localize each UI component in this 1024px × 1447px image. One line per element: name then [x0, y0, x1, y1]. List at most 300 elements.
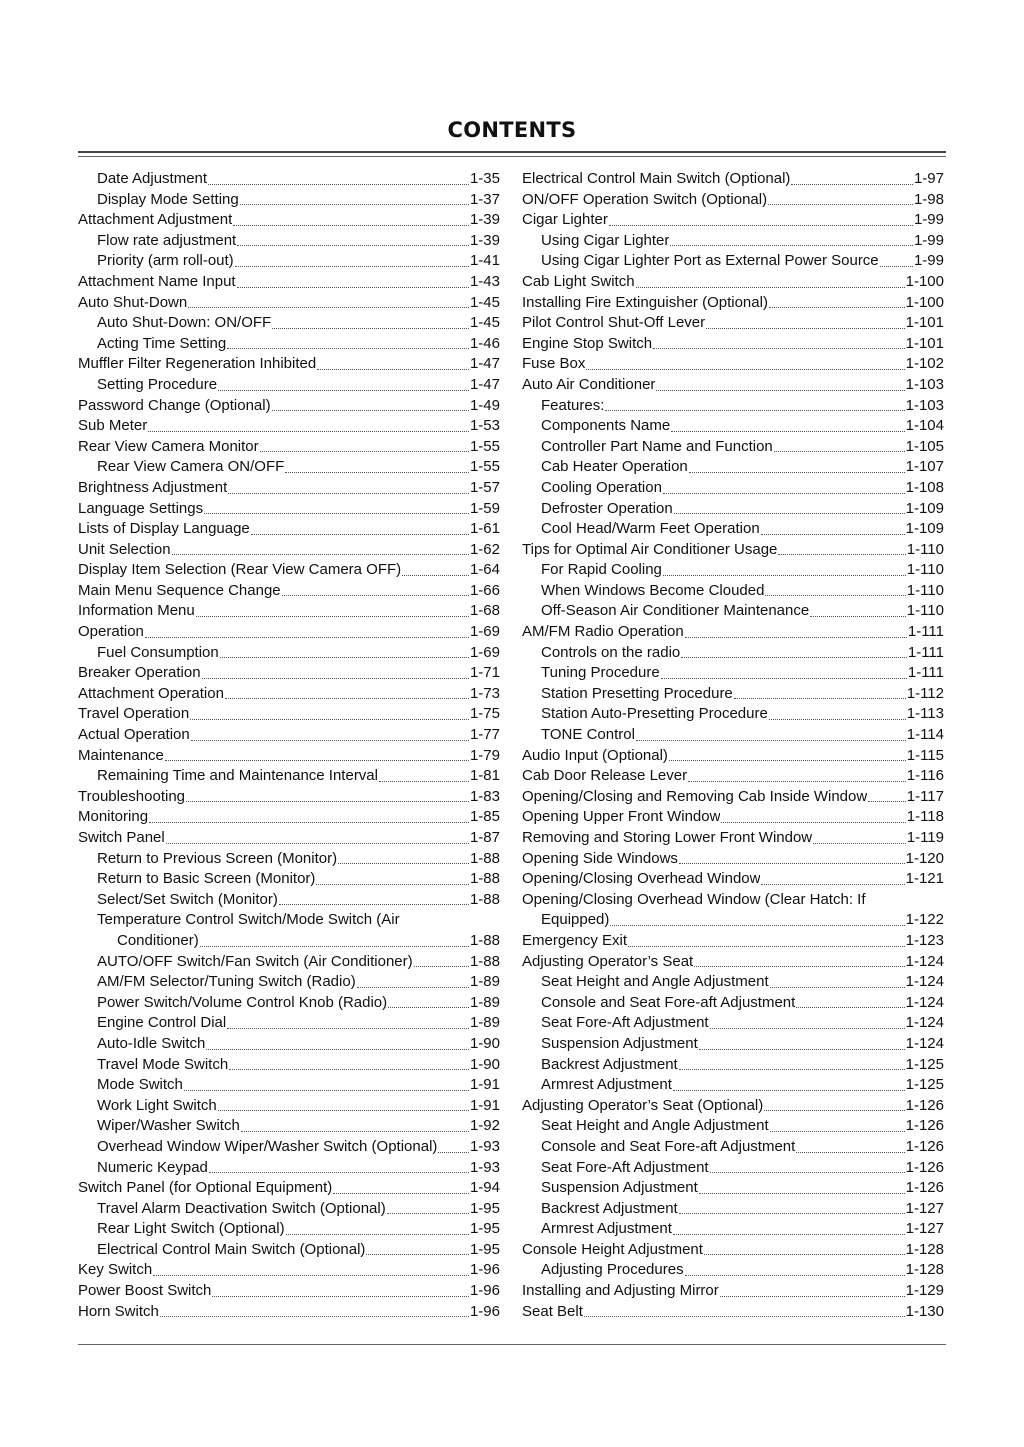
toc-page-number: 1-88 — [469, 870, 500, 888]
toc-page-number: 1-75 — [469, 705, 500, 723]
dot-leader — [685, 1275, 905, 1276]
toc-entry-title: Lists of Display Language — [78, 520, 250, 538]
toc-entry[interactable] — [522, 643, 944, 664]
toc-entry[interactable] — [78, 972, 500, 993]
toc-entry-title: Auto Air Conditioner — [522, 375, 656, 393]
toc-entry[interactable] — [522, 354, 944, 375]
toc-page-number: 1-83 — [469, 787, 500, 805]
dot-leader — [438, 1152, 469, 1153]
toc-entry[interactable] — [78, 375, 500, 396]
dot-leader — [768, 204, 913, 205]
toc-entry[interactable] — [522, 725, 944, 746]
toc-page-number: 1-99 — [913, 211, 944, 229]
toc-entry[interactable] — [78, 169, 500, 190]
toc-entry[interactable] — [522, 1158, 944, 1179]
dot-leader — [145, 637, 469, 638]
dot-leader — [796, 1152, 904, 1153]
toc-entry-title: Muffler Filter Regeneration Inhibited — [78, 355, 317, 373]
toc-entry[interactable] — [522, 1219, 944, 1240]
dot-leader — [769, 719, 906, 720]
toc-entry[interactable] — [522, 1137, 944, 1158]
dot-leader — [610, 925, 904, 926]
toc-entry[interactable] — [78, 499, 500, 520]
toc-entry[interactable] — [522, 231, 944, 252]
toc-entry-title: Acting Time Setting — [97, 334, 227, 352]
dot-leader — [584, 1316, 905, 1317]
dot-leader — [586, 369, 904, 370]
dot-leader — [237, 287, 469, 288]
toc-entry[interactable] — [522, 684, 944, 705]
toc-page-number: 1-88 — [469, 849, 500, 867]
toc-page-number: 1-125 — [905, 1055, 944, 1073]
toc-page-number: 1-88 — [469, 952, 500, 970]
dot-leader — [220, 657, 469, 658]
toc-entry-title: AM/FM Radio Operation — [522, 623, 684, 641]
toc-entry[interactable] — [522, 1281, 944, 1302]
toc-entry-title: For Rapid Cooling — [541, 561, 662, 579]
toc-entry-title: Controller Part Name and Function — [541, 437, 773, 455]
toc-entry-title[interactable]: Opening/Closing Overhead Window (Clear Hatch: If — [522, 890, 866, 908]
toc-entry[interactable] — [522, 251, 944, 272]
dot-leader — [338, 863, 469, 864]
toc-entry[interactable] — [522, 1075, 944, 1096]
toc-entry[interactable] — [522, 272, 944, 293]
toc-entry-title: Suspension Adjustment — [541, 1179, 698, 1197]
toc-entry[interactable] — [78, 1075, 500, 1096]
toc-entry-title: Actual Operation — [78, 726, 190, 744]
toc-entry[interactable] — [78, 1055, 500, 1076]
dot-leader — [796, 1007, 904, 1008]
toc-entry[interactable] — [78, 416, 500, 437]
toc-entry-title: Opening/Closing and Removing Cab Inside Window — [522, 787, 868, 805]
toc-entry-title: Select/Set Switch (Monitor) — [97, 890, 278, 908]
header-rule-thin — [78, 156, 946, 157]
toc-page-number: 1-96 — [469, 1261, 500, 1279]
toc-entry-title: Monitoring — [78, 808, 149, 826]
toc-entry[interactable] — [78, 1178, 500, 1199]
toc-entry[interactable] — [522, 581, 944, 602]
toc-page-number: 1-95 — [469, 1220, 500, 1238]
toc-page-number: 1-124 — [905, 1014, 944, 1032]
dot-leader — [699, 1049, 905, 1050]
dot-leader — [689, 472, 905, 473]
toc-entry-title: Priority (arm roll-out) — [97, 252, 234, 270]
dot-leader — [235, 266, 469, 267]
toc-page-number: 1-88 — [469, 931, 500, 949]
toc-entry-title: Adjusting Procedures — [541, 1261, 684, 1279]
toc-page-number: 1-95 — [469, 1240, 500, 1258]
toc-entry[interactable] — [522, 766, 944, 787]
toc-page-number: 1-49 — [469, 396, 500, 414]
toc-entry[interactable] — [78, 663, 500, 684]
toc-entry[interactable] — [522, 1034, 944, 1055]
toc-entry[interactable] — [522, 210, 944, 231]
toc-entry-title[interactable]: Temperature Control Switch/Mode Switch (Air — [97, 911, 400, 929]
toc-entry[interactable] — [78, 766, 500, 787]
toc-entry-title: Cab Light Switch — [522, 272, 635, 290]
toc-entry[interactable] — [522, 1240, 944, 1261]
toc-page-number: 1-87 — [469, 829, 500, 846]
toc-entry[interactable] — [522, 1096, 944, 1117]
toc-entry[interactable] — [522, 787, 944, 808]
toc-entry[interactable] — [522, 622, 944, 643]
toc-entry-title: Overhead Window Wiper/Washer Switch (Optional) — [97, 1137, 438, 1155]
toc-page-number: 1-69 — [469, 643, 500, 661]
toc-entry[interactable] — [522, 416, 944, 437]
toc-page-number: 1-124 — [905, 973, 944, 991]
toc-entry[interactable] — [78, 1158, 500, 1179]
toc-entry[interactable] — [522, 313, 944, 334]
dot-leader — [810, 616, 906, 617]
dot-leader — [673, 1234, 905, 1235]
toc-page-number: 1-126 — [905, 1158, 944, 1176]
toc-entry-title: Cab Door Release Lever — [522, 767, 688, 785]
toc-page-number: 1-66 — [469, 581, 500, 599]
dot-leader — [190, 719, 469, 720]
toc-entry-title: Audio Input (Optional) — [522, 746, 668, 764]
toc-page-number: 1-122 — [905, 911, 944, 929]
toc-entry-title: Operation — [78, 623, 144, 641]
toc-entry[interactable] — [522, 807, 944, 828]
dot-leader — [764, 1110, 904, 1111]
toc-entry-title: Auto Shut-Down — [78, 293, 188, 311]
dot-leader — [669, 760, 906, 761]
toc-page-number: 1-109 — [905, 520, 944, 538]
toc-page-number: 1-57 — [469, 478, 500, 496]
toc-entry[interactable] — [78, 1199, 500, 1220]
dot-leader — [663, 575, 906, 576]
toc-page-number: 1-110 — [906, 561, 944, 579]
toc-entry[interactable] — [78, 231, 500, 252]
toc-entry-title: Station Presetting Procedure — [541, 684, 733, 702]
dot-leader — [272, 328, 469, 329]
toc-page-number: 1-89 — [469, 973, 500, 991]
toc-page-number: 1-43 — [469, 272, 500, 290]
dot-leader — [366, 1254, 469, 1255]
toc-page-number: 1-110 — [906, 540, 944, 558]
dot-leader — [279, 904, 469, 905]
toc-entry[interactable] — [78, 1302, 500, 1323]
dot-leader — [240, 204, 469, 205]
toc-page-number: 1-68 — [469, 602, 500, 620]
toc-entry[interactable] — [522, 828, 944, 849]
toc-entry[interactable] — [522, 560, 944, 581]
toc-entry[interactable] — [78, 643, 500, 664]
toc-entry[interactable] — [522, 1260, 944, 1281]
toc-page-number: 1-123 — [905, 931, 944, 949]
toc-entry[interactable] — [78, 1034, 500, 1055]
toc-entry[interactable] — [522, 910, 944, 931]
toc-entry[interactable] — [78, 931, 500, 952]
toc-entry[interactable] — [78, 601, 500, 622]
toc-entry[interactable] — [522, 931, 944, 952]
toc-entry[interactable] — [78, 581, 500, 602]
page-title: CONTENTS — [447, 118, 577, 142]
toc-entry[interactable] — [78, 1096, 500, 1117]
toc-page-number: 1-114 — [906, 726, 944, 744]
toc-entry-title-continued: Equipped) — [541, 911, 610, 929]
toc-entry[interactable] — [522, 663, 944, 684]
toc-entry-title: Flow rate adjustment — [97, 231, 237, 249]
toc-entry-title: Adjusting Operator’s Seat (Optional) — [522, 1096, 764, 1114]
toc-page-number: 1-99 — [913, 252, 944, 270]
toc-page-number: 1-46 — [469, 334, 500, 352]
toc-entry-title: Display Mode Setting — [97, 190, 239, 208]
dot-leader — [720, 1296, 905, 1297]
toc-page-number: 1-117 — [906, 787, 944, 805]
toc-page-number: 1-59 — [469, 499, 500, 517]
dot-leader — [694, 966, 904, 967]
toc-entry[interactable] — [522, 1055, 944, 1076]
dot-leader — [880, 266, 913, 267]
toc-page-number: 1-61 — [469, 520, 500, 538]
toc-entry[interactable] — [78, 807, 500, 828]
dot-leader — [679, 863, 905, 864]
dot-leader — [165, 760, 469, 761]
toc-entry[interactable] — [78, 1240, 500, 1261]
dot-leader — [172, 554, 469, 555]
toc-entry[interactable] — [522, 437, 944, 458]
dot-leader — [212, 1296, 469, 1297]
toc-page-number: 1-111 — [907, 643, 944, 661]
toc-entry[interactable] — [522, 169, 944, 190]
toc-entry[interactable] — [78, 704, 500, 725]
dot-leader — [402, 575, 469, 576]
toc-page-number: 1-128 — [905, 1261, 944, 1279]
toc-entry[interactable] — [522, 601, 944, 622]
toc-entry[interactable] — [522, 396, 944, 417]
toc-entry-title: Attachment Name Input — [78, 272, 236, 290]
toc-page-number: 1-103 — [905, 375, 944, 393]
toc-entry[interactable] — [78, 272, 500, 293]
dot-leader — [206, 1049, 469, 1050]
toc-entry[interactable] — [522, 1199, 944, 1220]
toc-page-number: 1-99 — [913, 231, 944, 249]
toc-entry[interactable] — [78, 1281, 500, 1302]
dot-leader — [166, 843, 469, 844]
toc-entry[interactable] — [78, 622, 500, 643]
toc-entry-title: Brightness Adjustment — [78, 478, 228, 496]
toc-entry[interactable] — [522, 375, 944, 396]
dot-leader — [765, 595, 905, 596]
toc-entry[interactable] — [78, 313, 500, 334]
dot-leader — [241, 1131, 469, 1132]
dot-leader — [770, 987, 905, 988]
toc-entry[interactable] — [78, 519, 500, 540]
dot-leader — [225, 698, 469, 699]
toc-page-number: 1-47 — [469, 375, 500, 393]
toc-entry-title: Return to Basic Screen (Monitor) — [97, 870, 316, 888]
toc-entry[interactable] — [78, 1219, 500, 1240]
toc-entry-title: Pilot Control Shut-Off Lever — [522, 314, 706, 332]
toc-entry[interactable] — [522, 849, 944, 870]
toc-page-number: 1-89 — [469, 1014, 500, 1032]
toc-entry[interactable] — [78, 869, 500, 890]
toc-entry[interactable] — [78, 684, 500, 705]
dot-leader — [673, 1090, 905, 1091]
toc-entry[interactable] — [522, 293, 944, 314]
toc-entry[interactable] — [522, 1116, 944, 1137]
toc-entry-title: Using Cigar Lighter — [541, 231, 670, 249]
toc-entry-title: Switch Panel — [78, 829, 165, 846]
toc-entry-title: Key Switch — [78, 1261, 153, 1279]
toc-entry-title: Return to Previous Screen (Monitor) — [97, 849, 338, 867]
toc-entry-title: Unit Selection — [78, 540, 171, 558]
toc-page-number: 1-126 — [905, 1117, 944, 1135]
toc-entry[interactable] — [522, 1302, 944, 1323]
toc-page-number: 1-91 — [469, 1076, 500, 1094]
toc-entry-title: TONE Control — [541, 726, 635, 744]
toc-entry[interactable] — [78, 1013, 500, 1034]
toc-entry-title-continued: Conditioner) — [117, 931, 199, 949]
toc-entry-title: Tips for Optimal Air Conditioner Usage — [522, 540, 778, 558]
toc-entry[interactable] — [78, 334, 500, 355]
toc-entry[interactable] — [78, 210, 500, 231]
toc-entry-title: Seat Fore-Aft Adjustment — [541, 1014, 709, 1032]
toc-entry[interactable] — [522, 540, 944, 561]
toc-entry[interactable] — [522, 972, 944, 993]
toc-page-number: 1-125 — [905, 1076, 944, 1094]
toc-entry[interactable] — [522, 869, 944, 890]
toc-entry[interactable] — [78, 396, 500, 417]
toc-entry-title: Using Cigar Lighter Port as External Power Source — [541, 252, 879, 270]
dot-leader — [286, 1234, 469, 1235]
toc-entry-title: Seat Belt — [522, 1302, 583, 1320]
toc-page-number: 1-126 — [905, 1137, 944, 1155]
toc-entry[interactable] — [78, 849, 500, 870]
dot-leader — [605, 410, 904, 411]
toc-entry-title: Cab Heater Operation — [541, 458, 688, 476]
toc-entry-title: Suspension Adjustment — [541, 1034, 698, 1052]
toc-page-number: 1-100 — [905, 293, 944, 311]
header-rule-thick — [78, 151, 946, 153]
toc-page-number: 1-112 — [906, 684, 944, 702]
dot-leader — [260, 451, 469, 452]
toc-page-number: 1-69 — [469, 623, 500, 641]
dot-leader — [628, 946, 905, 947]
dot-leader — [710, 1028, 905, 1029]
toc-entry-title: Installing and Adjusting Mirror — [522, 1282, 719, 1300]
dot-leader — [685, 637, 907, 638]
toc-entry[interactable] — [78, 725, 500, 746]
toc-entry[interactable] — [78, 478, 500, 499]
toc-entry[interactable] — [78, 1116, 500, 1137]
toc-page-number: 1-77 — [469, 726, 500, 744]
toc-page-number: 1-91 — [469, 1096, 500, 1114]
toc-page-number: 1-93 — [469, 1158, 500, 1176]
dot-leader — [670, 245, 913, 246]
toc-page-number: 1-107 — [905, 458, 944, 476]
toc-entry-title: Rear Light Switch (Optional) — [97, 1220, 285, 1238]
toc-page-number: 1-81 — [469, 767, 500, 785]
toc-entry[interactable] — [78, 952, 500, 973]
toc-entry-title: Horn Switch — [78, 1302, 159, 1320]
toc-entry[interactable] — [522, 334, 944, 355]
dot-leader — [813, 843, 906, 844]
toc-page-number: 1-93 — [469, 1137, 500, 1155]
toc-entry[interactable] — [522, 1178, 944, 1199]
toc-entry[interactable] — [78, 890, 500, 911]
dot-leader — [761, 534, 905, 535]
toc-entry[interactable] — [78, 293, 500, 314]
toc-page-number: 1-102 — [905, 355, 944, 373]
toc-page-number: 1-90 — [469, 1055, 500, 1073]
toc-entry[interactable] — [78, 540, 500, 561]
toc-entry-title: Mode Switch — [97, 1076, 183, 1094]
toc-entry[interactable] — [78, 787, 500, 808]
toc-entry[interactable] — [522, 519, 944, 540]
toc-entry[interactable] — [78, 1260, 500, 1281]
dot-leader — [184, 1090, 469, 1091]
dot-leader — [227, 348, 469, 349]
toc-entry[interactable] — [78, 251, 500, 272]
dot-leader — [316, 884, 469, 885]
toc-entry[interactable] — [522, 478, 944, 499]
toc-page-number: 1-35 — [469, 170, 500, 187]
toc-entry[interactable] — [522, 746, 944, 767]
dot-leader — [218, 390, 469, 391]
dot-leader — [285, 472, 469, 473]
toc-entry-title: ON/OFF Operation Switch (Optional) — [522, 190, 768, 208]
toc-entry-title: Attachment Adjustment — [78, 211, 233, 229]
toc-entry-title: Rear View Camera Monitor — [78, 437, 259, 455]
dot-leader — [414, 966, 469, 967]
toc-entry-title: Setting Procedure — [97, 375, 218, 393]
dot-leader — [706, 328, 904, 329]
dot-leader — [791, 184, 913, 185]
toc-entry[interactable] — [522, 704, 944, 725]
toc-entry[interactable] — [522, 499, 944, 520]
toc-entry-title: Breaker Operation — [78, 664, 201, 682]
toc-entry-title: Opening Upper Front Window — [522, 808, 721, 826]
toc-entry-title: Language Settings — [78, 499, 204, 517]
toc-right-column — [522, 169, 944, 1322]
toc-entry[interactable] — [78, 560, 500, 581]
toc-entry[interactable] — [522, 952, 944, 973]
footer-rule — [78, 1344, 946, 1345]
toc-entry[interactable] — [78, 746, 500, 767]
dot-leader — [333, 1193, 469, 1194]
toc-entry[interactable] — [78, 457, 500, 478]
toc-entry-title: Cigar Lighter — [522, 211, 608, 229]
toc-entry[interactable] — [78, 437, 500, 458]
toc-entry[interactable] — [78, 993, 500, 1014]
toc-entry[interactable] — [78, 828, 500, 849]
toc-page-number: 1-127 — [905, 1220, 944, 1238]
toc-entry[interactable] — [522, 457, 944, 478]
toc-entry-title: Seat Height and Angle Adjustment — [541, 1117, 769, 1135]
toc-entry[interactable] — [522, 993, 944, 1014]
toc-entry[interactable] — [522, 190, 944, 211]
toc-page-number: 1-113 — [906, 705, 944, 723]
toc-page-number: 1-73 — [469, 684, 500, 702]
toc-entry-title: Components Name — [541, 417, 671, 435]
toc-entry-title: Electrical Control Main Switch (Optional) — [522, 170, 791, 187]
toc-entry[interactable] — [78, 190, 500, 211]
dot-leader — [251, 534, 469, 535]
toc-entry-title: Tuning Procedure — [541, 664, 660, 682]
toc-page-number: 1-118 — [906, 808, 944, 826]
dot-leader — [188, 307, 469, 308]
dot-leader — [272, 410, 469, 411]
toc-entry[interactable] — [522, 1013, 944, 1034]
toc-entry[interactable] — [78, 1137, 500, 1158]
toc-entry[interactable] — [78, 354, 500, 375]
toc-entry-title: Engine Control Dial — [97, 1014, 227, 1032]
dot-leader — [663, 493, 905, 494]
toc-page-number: 1-101 — [905, 334, 944, 352]
toc-entry-title: Fuel Consumption — [97, 643, 219, 661]
